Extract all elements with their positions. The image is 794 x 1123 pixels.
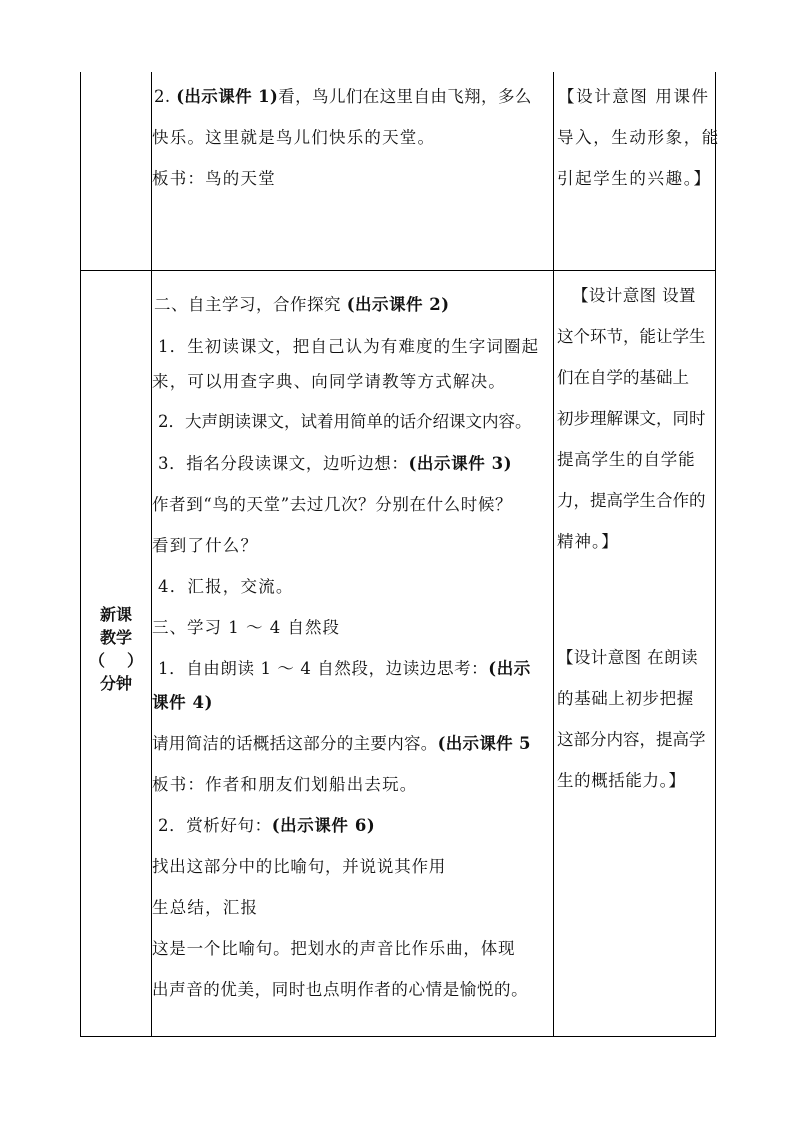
content-line	[152, 693, 213, 713]
design-intent-line: 初步理解课文，同时	[557, 409, 706, 428]
design-intent-line: 这部分内容，提高学	[557, 730, 706, 749]
courseware-ref: (出示课件 3)	[408, 454, 513, 473]
content-line: 这是一个比喻句。把划水的声音比作乐曲，体现	[152, 939, 516, 958]
design-intent-line: 提高学生的自学能	[557, 450, 696, 469]
content-line: 生总结，汇报	[152, 898, 259, 917]
content-line: 出声音的优美，同时也点明作者的心情是愉悦的。	[152, 980, 529, 999]
content-line: 看到了什么？	[152, 536, 259, 555]
row1-content-cell	[152, 72, 553, 270]
time-label-line: 分钟	[99, 674, 132, 693]
content-line: 快乐。这里就是鸟儿们快乐的天堂。	[152, 128, 436, 147]
courseware-ref: (出示课件 1)	[176, 87, 279, 106]
minutes-blank: （ ）	[88, 651, 144, 670]
design-intent-line: 导入，生动形象，能	[557, 128, 720, 147]
courseware-ref: (出示课件 2)	[346, 295, 450, 314]
section-heading: 三、学习 1 ～ 4 自然段	[152, 618, 340, 637]
content-line: 2．赏析好句：(出示课件 6)	[158, 816, 376, 835]
content-line: 请用简洁的话概括这部分的主要内容。(出示课件 5	[152, 734, 531, 753]
content-line: 来，可以用查字典、向同学请教等方式解决。	[152, 372, 506, 391]
section-heading: 二、自主学习，合作探究 (出示课件 2)	[154, 295, 450, 314]
content-line: 1．生初读课文，把自己认为有难度的生字词圈起	[158, 337, 540, 356]
lesson-plan-table	[80, 72, 720, 1037]
content-line: 板书：鸟的天堂	[152, 169, 276, 188]
row1-label-cell	[81, 72, 151, 270]
row2-content-cell	[152, 271, 553, 1036]
design-intent-line: 【设计意图 设置	[572, 286, 696, 305]
time-label-cell	[81, 271, 151, 1036]
time-label-line: 教学	[99, 628, 132, 647]
content-line: 板书：作者和朋友们划船出去玩。	[152, 775, 418, 794]
courseware-ref: (出示	[488, 659, 531, 678]
content-line: 作者到“鸟的天堂”去过几次？分别在什么时候？	[152, 495, 513, 514]
design-intent-line: 的基础上初步把握	[557, 689, 694, 708]
row2-design-cell	[554, 271, 715, 1036]
content-line: 4．汇报，交流。	[158, 577, 294, 596]
design-intent-line: 力，提高学生合作的	[557, 491, 706, 510]
content-line: 3．指名分段读课文，边听边想：(出示课件 3)	[158, 454, 513, 473]
content-line: 1．自由朗读 1 ～ 4 自然段，边读边思考：(出示	[158, 659, 531, 678]
content-line: 找出这部分中的比喻句，并说说其作用	[152, 857, 447, 876]
courseware-ref: (出示课件 6)	[271, 816, 376, 835]
design-intent-line: 生的概括能力。】	[557, 771, 686, 790]
design-intent-line: 【设计意图 用课件	[558, 87, 710, 106]
content-line: 2．大声朗读课文，试着用简单的话介绍课文内容。	[158, 412, 532, 431]
design-intent-line: 们在自学的基础上	[557, 368, 689, 387]
design-intent-line: 引起学生的兴趣。】	[557, 169, 712, 188]
courseware-ref: (出示课件 5	[437, 734, 531, 753]
time-label-line: 新课	[99, 605, 132, 624]
design-intent-line: 这个环节，能让学生	[557, 327, 706, 346]
courseware-ref: 课件 4)	[152, 693, 214, 712]
content-line: 2. (出示课件 1)看，鸟儿们在这里自由飞翔，多么	[154, 87, 532, 106]
design-intent-line: 精神。】	[557, 532, 619, 551]
design-intent-line: 【设计意图 在朗读	[557, 648, 698, 667]
row1-design-cell	[554, 72, 720, 270]
